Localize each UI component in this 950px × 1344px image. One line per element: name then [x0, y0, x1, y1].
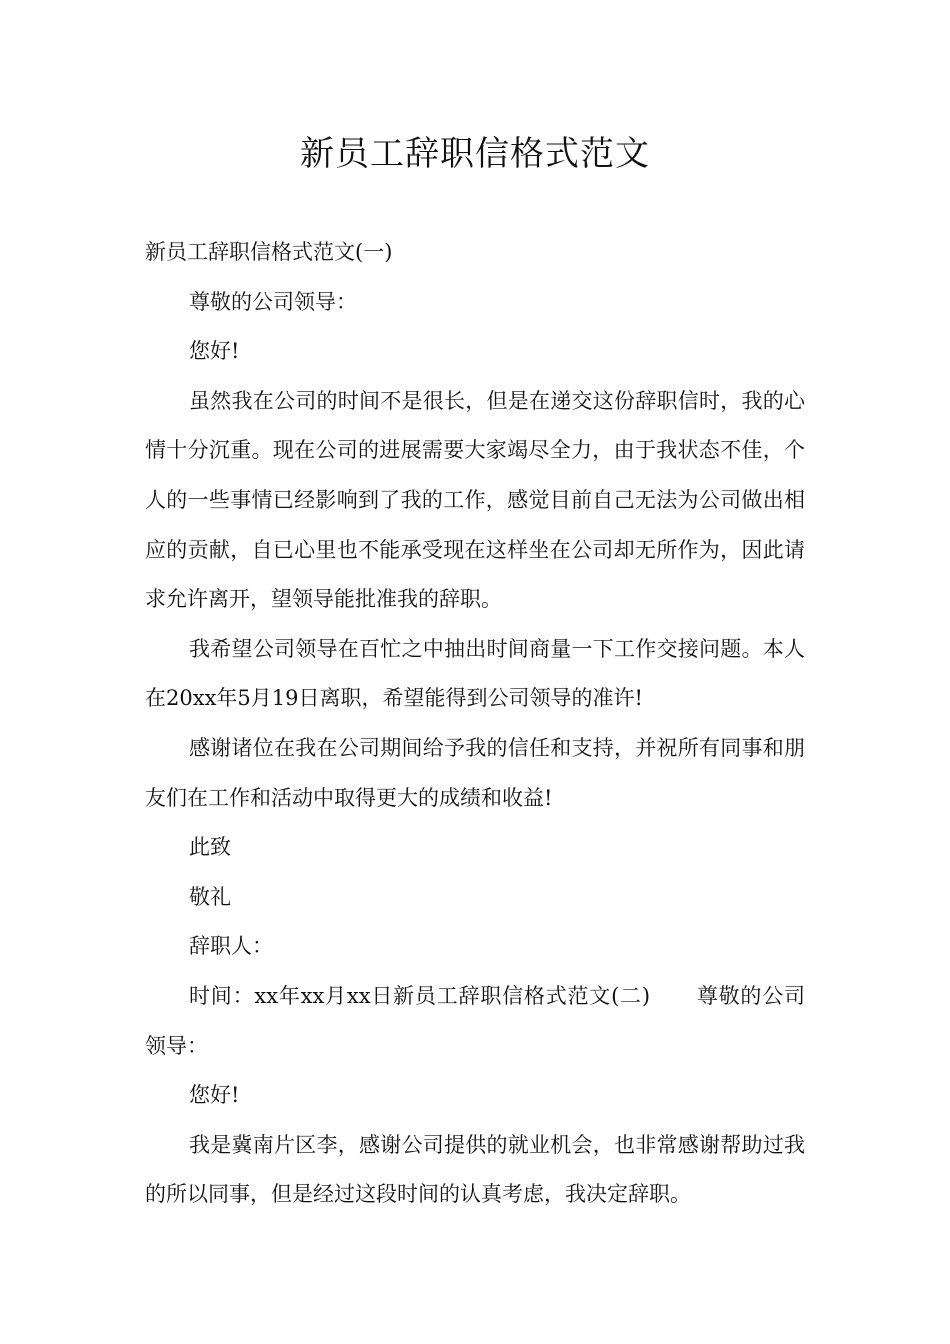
salutation: 尊敬的公司领导： — [189, 289, 357, 314]
salutation-two: 尊敬的公司领导： — [145, 983, 805, 1058]
document-title: 新员工辞职信格式范文 — [300, 134, 650, 174]
document-body — [145, 228, 805, 1220]
closing-salute: 敬礼 — [189, 884, 231, 909]
greeting-two: 您好! — [189, 1083, 240, 1108]
closing-phrase: 此致 — [189, 835, 231, 860]
greeting: 您好! — [189, 339, 240, 364]
signature-label: 辞职人： — [189, 934, 273, 959]
body-paragraph: 感谢诸位在我在公司期间给予我的信任和支持，并祝所有同事和朋友们在工作和活动中取得更大的成绩和收益! — [145, 735, 805, 810]
date-and-section-two — [145, 972, 805, 1071]
body-paragraph: 我是冀南片区李，感谢公司提供的就业机会，也非常感谢帮助过我的所以同事，但是经过这段时间的认真考虑，我决定辞职。 — [145, 1132, 805, 1207]
section-heading-one: 新员工辞职信格式范文(一) — [145, 240, 393, 264]
body-paragraph: 我希望公司领导在百忙之中抽出时间商量一下工作交接问题。本人在20xx年5月19日离职，希望能得到公司领导的准许! — [145, 636, 805, 711]
date-line-text: 时间：xx年xx月xx日新员工辞职信格式范文(二) — [189, 983, 651, 1008]
body-paragraph: 虽然我在公司的时间不是很长，但是在递交这份辞职信时，我的心情十分沉重。现在公司的进展需要大家竭尽全力，由于我状态不佳，个人的一些事情已经影响到了我的工作，感觉目前自己无法为公司做出相应的贡献，自已心里也不能承受现在这样坐在公司却无所作为，因此请求允许离开，望领导能批准我的辞职。 — [145, 388, 805, 612]
